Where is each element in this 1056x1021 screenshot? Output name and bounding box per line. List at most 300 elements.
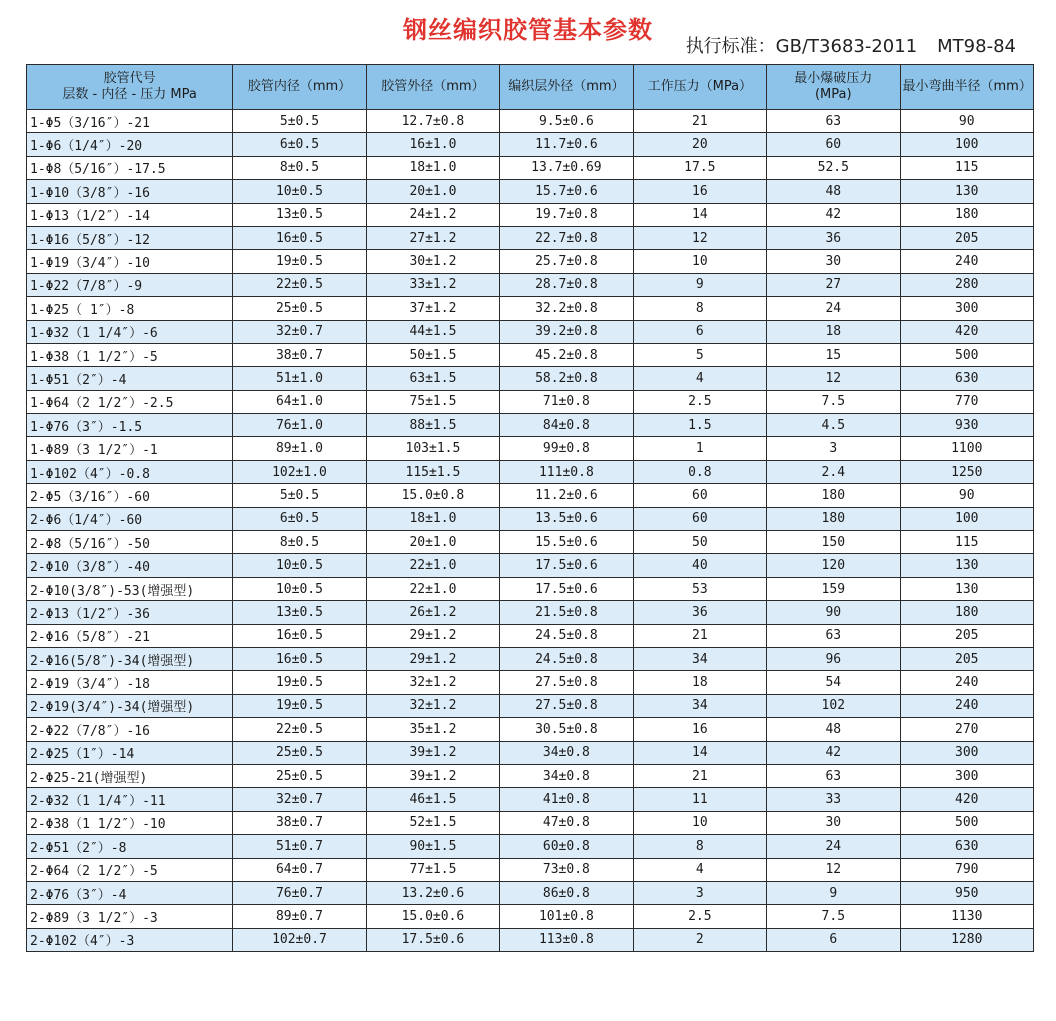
outer-diameter-cell: 75±1.5 bbox=[366, 390, 499, 413]
working-pressure-cell: 5 bbox=[633, 343, 766, 366]
working-pressure-cell: 40 bbox=[633, 554, 766, 577]
hose-code-cell: 2-Φ32（1 1/4″）-11 bbox=[27, 788, 233, 811]
braid-outer-diameter-cell: 25.7±0.8 bbox=[500, 250, 633, 273]
header-subline: 层数 - 内径 - 压力 MPa bbox=[62, 87, 197, 102]
table-row bbox=[27, 484, 1034, 507]
braid-outer-diameter-cell: 27.5±0.8 bbox=[500, 671, 633, 694]
burst-pressure-cell: 63 bbox=[767, 764, 900, 787]
hose-code-cell: 1-Φ5（3/16″）-21 bbox=[27, 110, 233, 133]
bend-radius-cell: 300 bbox=[900, 764, 1033, 787]
table-row bbox=[27, 741, 1034, 764]
outer-diameter-cell: 63±1.5 bbox=[366, 367, 499, 390]
hose-code-cell: 2-Φ10（3/8″）-40 bbox=[27, 554, 233, 577]
inner-diameter-cell: 38±0.7 bbox=[233, 811, 366, 834]
burst-pressure-cell: 12 bbox=[767, 858, 900, 881]
hose-code-cell: 1-Φ76（3″）-1.5 bbox=[27, 414, 233, 437]
working-pressure-cell: 60 bbox=[633, 507, 766, 530]
inner-diameter-cell: 64±1.0 bbox=[233, 390, 366, 413]
inner-diameter-cell: 102±0.7 bbox=[233, 928, 366, 951]
bend-radius-cell: 930 bbox=[900, 414, 1033, 437]
outer-diameter-cell: 32±1.2 bbox=[366, 671, 499, 694]
burst-pressure-cell: 2.4 bbox=[767, 460, 900, 483]
burst-pressure-cell: 48 bbox=[767, 180, 900, 203]
bend-radius-cell: 130 bbox=[900, 577, 1033, 600]
table-row bbox=[27, 437, 1034, 460]
bend-radius-cell: 300 bbox=[900, 741, 1033, 764]
working-pressure-cell: 14 bbox=[633, 203, 766, 226]
inner-diameter-cell: 64±0.7 bbox=[233, 858, 366, 881]
hose-code-cell: 2-Φ19（3/4″）-18 bbox=[27, 671, 233, 694]
braid-outer-diameter-cell: 86±0.8 bbox=[500, 881, 633, 904]
hose-code-cell: 2-Φ6（1/4″）-60 bbox=[27, 507, 233, 530]
burst-pressure-cell: 4.5 bbox=[767, 414, 900, 437]
bend-radius-cell: 180 bbox=[900, 203, 1033, 226]
header-outer-diameter bbox=[366, 65, 499, 110]
burst-pressure-cell: 102 bbox=[767, 694, 900, 717]
working-pressure-cell: 16 bbox=[633, 718, 766, 741]
working-pressure-cell: 3 bbox=[633, 881, 766, 904]
table-row bbox=[27, 858, 1034, 881]
inner-diameter-cell: 25±0.5 bbox=[233, 297, 366, 320]
bend-radius-cell: 240 bbox=[900, 250, 1033, 273]
table-header bbox=[27, 65, 1034, 110]
hose-code-cell: 1-Φ38（1 1/2″）-5 bbox=[27, 343, 233, 366]
hose-code-cell: 2-Φ5（3/16″）-60 bbox=[27, 484, 233, 507]
bend-radius-cell: 1280 bbox=[900, 928, 1033, 951]
hose-code-cell: 2-Φ25-21(增强型) bbox=[27, 764, 233, 787]
braid-outer-diameter-cell: 9.5±0.6 bbox=[500, 110, 633, 133]
outer-diameter-cell: 30±1.2 bbox=[366, 250, 499, 273]
braid-outer-diameter-cell: 24.5±0.8 bbox=[500, 624, 633, 647]
braid-outer-diameter-cell: 45.2±0.8 bbox=[500, 343, 633, 366]
burst-pressure-cell: 7.5 bbox=[767, 390, 900, 413]
working-pressure-cell: 34 bbox=[633, 647, 766, 670]
inner-diameter-cell: 89±0.7 bbox=[233, 905, 366, 928]
table-row bbox=[27, 881, 1034, 904]
bend-radius-cell: 790 bbox=[900, 858, 1033, 881]
bend-radius-cell: 240 bbox=[900, 671, 1033, 694]
table-row bbox=[27, 905, 1034, 928]
braid-outer-diameter-cell: 22.7±0.8 bbox=[500, 226, 633, 249]
working-pressure-cell: 1.5 bbox=[633, 414, 766, 437]
header-line: 编织层外径（mm） bbox=[508, 79, 625, 94]
inner-diameter-cell: 10±0.5 bbox=[233, 180, 366, 203]
hose-code-cell: 1-Φ6（1/4″）-20 bbox=[27, 133, 233, 156]
standard-info bbox=[666, 32, 1016, 58]
table-row bbox=[27, 554, 1034, 577]
outer-diameter-cell: 18±1.0 bbox=[366, 507, 499, 530]
outer-diameter-cell: 103±1.5 bbox=[366, 437, 499, 460]
working-pressure-cell: 34 bbox=[633, 694, 766, 717]
table-row bbox=[27, 718, 1034, 741]
hose-code-cell: 2-Φ51（2″）-8 bbox=[27, 835, 233, 858]
table-body bbox=[27, 110, 1034, 952]
header-subline: (MPa) bbox=[814, 87, 852, 102]
braid-outer-diameter-cell: 15.7±0.6 bbox=[500, 180, 633, 203]
bend-radius-cell: 420 bbox=[900, 320, 1033, 343]
burst-pressure-cell: 30 bbox=[767, 250, 900, 273]
braid-outer-diameter-cell: 21.5±0.8 bbox=[500, 601, 633, 624]
outer-diameter-cell: 35±1.2 bbox=[366, 718, 499, 741]
outer-diameter-cell: 15.0±0.8 bbox=[366, 484, 499, 507]
braid-outer-diameter-cell: 39.2±0.8 bbox=[500, 320, 633, 343]
header-row bbox=[27, 65, 1034, 110]
table-row bbox=[27, 647, 1034, 670]
braid-outer-diameter-cell: 13.5±0.6 bbox=[500, 507, 633, 530]
outer-diameter-cell: 50±1.5 bbox=[366, 343, 499, 366]
working-pressure-cell: 21 bbox=[633, 624, 766, 647]
table-row bbox=[27, 460, 1034, 483]
table-row bbox=[27, 110, 1034, 133]
outer-diameter-cell: 88±1.5 bbox=[366, 414, 499, 437]
burst-pressure-cell: 24 bbox=[767, 835, 900, 858]
burst-pressure-cell: 42 bbox=[767, 741, 900, 764]
working-pressure-cell: 60 bbox=[633, 484, 766, 507]
hose-code-cell: 1-Φ19（3/4″）-10 bbox=[27, 250, 233, 273]
bend-radius-cell: 130 bbox=[900, 180, 1033, 203]
braid-outer-diameter-cell: 15.5±0.6 bbox=[500, 531, 633, 554]
inner-diameter-cell: 16±0.5 bbox=[233, 226, 366, 249]
outer-diameter-cell: 29±1.2 bbox=[366, 647, 499, 670]
braid-outer-diameter-cell: 34±0.8 bbox=[500, 741, 633, 764]
working-pressure-cell: 10 bbox=[633, 811, 766, 834]
table-row bbox=[27, 250, 1034, 273]
braid-outer-diameter-cell: 73±0.8 bbox=[500, 858, 633, 881]
table-row bbox=[27, 226, 1034, 249]
burst-pressure-cell: 48 bbox=[767, 718, 900, 741]
inner-diameter-cell: 32±0.7 bbox=[233, 320, 366, 343]
bend-radius-cell: 1250 bbox=[900, 460, 1033, 483]
table-row bbox=[27, 928, 1034, 951]
inner-diameter-cell: 38±0.7 bbox=[233, 343, 366, 366]
braid-outer-diameter-cell: 47±0.8 bbox=[500, 811, 633, 834]
header-working-pressure bbox=[633, 65, 766, 110]
bend-radius-cell: 1100 bbox=[900, 437, 1033, 460]
hose-code-cell: 2-Φ19(3/4″)-34(增强型) bbox=[27, 694, 233, 717]
braid-outer-diameter-cell: 24.5±0.8 bbox=[500, 647, 633, 670]
working-pressure-cell: 4 bbox=[633, 858, 766, 881]
header-burst-pressure bbox=[767, 65, 900, 110]
outer-diameter-cell: 13.2±0.6 bbox=[366, 881, 499, 904]
header-line: 胶管代号 bbox=[103, 71, 156, 86]
working-pressure-cell: 17.5 bbox=[633, 156, 766, 179]
working-pressure-cell: 8 bbox=[633, 297, 766, 320]
inner-diameter-cell: 102±1.0 bbox=[233, 460, 366, 483]
working-pressure-cell: 18 bbox=[633, 671, 766, 694]
bend-radius-cell: 205 bbox=[900, 226, 1033, 249]
braid-outer-diameter-cell: 71±0.8 bbox=[500, 390, 633, 413]
table-row bbox=[27, 531, 1034, 554]
bend-radius-cell: 205 bbox=[900, 647, 1033, 670]
working-pressure-cell: 4 bbox=[633, 367, 766, 390]
outer-diameter-cell: 52±1.5 bbox=[366, 811, 499, 834]
header-line: 胶管外径（mm） bbox=[381, 79, 485, 94]
inner-diameter-cell: 76±1.0 bbox=[233, 414, 366, 437]
outer-diameter-cell: 32±1.2 bbox=[366, 694, 499, 717]
inner-diameter-cell: 51±0.7 bbox=[233, 835, 366, 858]
hose-code-cell: 2-Φ38（1 1/2″）-10 bbox=[27, 811, 233, 834]
bend-radius-cell: 770 bbox=[900, 390, 1033, 413]
braid-outer-diameter-cell: 17.5±0.6 bbox=[500, 577, 633, 600]
bend-radius-cell: 500 bbox=[900, 343, 1033, 366]
table-row bbox=[27, 320, 1034, 343]
hose-code-cell: 1-Φ89（3 1/2″）-1 bbox=[27, 437, 233, 460]
braid-outer-diameter-cell: 17.5±0.6 bbox=[500, 554, 633, 577]
burst-pressure-cell: 36 bbox=[767, 226, 900, 249]
table-row bbox=[27, 694, 1034, 717]
hose-code-cell: 2-Φ8（5/16″）-50 bbox=[27, 531, 233, 554]
inner-diameter-cell: 89±1.0 bbox=[233, 437, 366, 460]
inner-diameter-cell: 25±0.5 bbox=[233, 764, 366, 787]
header-line: 最小弯曲半径（mm） bbox=[902, 79, 1032, 94]
inner-diameter-cell: 6±0.5 bbox=[233, 133, 366, 156]
outer-diameter-cell: 17.5±0.6 bbox=[366, 928, 499, 951]
braid-outer-diameter-cell: 30.5±0.8 bbox=[500, 718, 633, 741]
burst-pressure-cell: 180 bbox=[767, 507, 900, 530]
hose-code-cell: 2-Φ10(3/8″)-53(增强型) bbox=[27, 577, 233, 600]
hose-code-cell: 2-Φ16（5/8″）-21 bbox=[27, 624, 233, 647]
burst-pressure-cell: 27 bbox=[767, 273, 900, 296]
outer-diameter-cell: 90±1.5 bbox=[366, 835, 499, 858]
inner-diameter-cell: 19±0.5 bbox=[233, 250, 366, 273]
braid-outer-diameter-cell: 27.5±0.8 bbox=[500, 694, 633, 717]
inner-diameter-cell: 5±0.5 bbox=[233, 110, 366, 133]
working-pressure-cell: 2.5 bbox=[633, 905, 766, 928]
inner-diameter-cell: 22±0.5 bbox=[233, 718, 366, 741]
burst-pressure-cell: 42 bbox=[767, 203, 900, 226]
bend-radius-cell: 100 bbox=[900, 133, 1033, 156]
hose-code-cell: 1-Φ32（1 1/4″）-6 bbox=[27, 320, 233, 343]
inner-diameter-cell: 6±0.5 bbox=[233, 507, 366, 530]
bend-radius-cell: 500 bbox=[900, 811, 1033, 834]
burst-pressure-cell: 7.5 bbox=[767, 905, 900, 928]
working-pressure-cell: 21 bbox=[633, 110, 766, 133]
table-row bbox=[27, 343, 1034, 366]
braid-outer-diameter-cell: 101±0.8 bbox=[500, 905, 633, 928]
burst-pressure-cell: 120 bbox=[767, 554, 900, 577]
outer-diameter-cell: 29±1.2 bbox=[366, 624, 499, 647]
inner-diameter-cell: 5±0.5 bbox=[233, 484, 366, 507]
burst-pressure-cell: 24 bbox=[767, 297, 900, 320]
hose-code-cell: 2-Φ22（7/8″）-16 bbox=[27, 718, 233, 741]
table-row bbox=[27, 367, 1034, 390]
outer-diameter-cell: 37±1.2 bbox=[366, 297, 499, 320]
hose-code-cell: 2-Φ16(5/8″)-34(增强型) bbox=[27, 647, 233, 670]
working-pressure-cell: 53 bbox=[633, 577, 766, 600]
spec-table bbox=[26, 64, 1034, 952]
header-line: 最小爆破压力 bbox=[794, 71, 873, 86]
table-row bbox=[27, 577, 1034, 600]
bend-radius-cell: 100 bbox=[900, 507, 1033, 530]
outer-diameter-cell: 22±1.0 bbox=[366, 577, 499, 600]
burst-pressure-cell: 63 bbox=[767, 110, 900, 133]
inner-diameter-cell: 16±0.5 bbox=[233, 624, 366, 647]
bend-radius-cell: 115 bbox=[900, 156, 1033, 179]
header-braid-outer-diameter bbox=[500, 65, 633, 110]
bend-radius-cell: 1130 bbox=[900, 905, 1033, 928]
burst-pressure-cell: 60 bbox=[767, 133, 900, 156]
working-pressure-cell: 2.5 bbox=[633, 390, 766, 413]
table-row bbox=[27, 156, 1034, 179]
header-line: 工作压力（MPa） bbox=[647, 79, 753, 94]
braid-outer-diameter-cell: 19.7±0.8 bbox=[500, 203, 633, 226]
braid-outer-diameter-cell: 41±0.8 bbox=[500, 788, 633, 811]
burst-pressure-cell: 96 bbox=[767, 647, 900, 670]
hose-code-cell: 1-Φ22（7/8″）-9 bbox=[27, 273, 233, 296]
hose-code-cell: 1-Φ25（ 1″）-8 bbox=[27, 297, 233, 320]
page-title: 钢丝编织胶管基本参数 bbox=[403, 16, 653, 44]
table-row bbox=[27, 624, 1034, 647]
bend-radius-cell: 130 bbox=[900, 554, 1033, 577]
outer-diameter-cell: 22±1.0 bbox=[366, 554, 499, 577]
burst-pressure-cell: 9 bbox=[767, 881, 900, 904]
burst-pressure-cell: 12 bbox=[767, 367, 900, 390]
braid-outer-diameter-cell: 84±0.8 bbox=[500, 414, 633, 437]
braid-outer-diameter-cell: 11.7±0.6 bbox=[500, 133, 633, 156]
burst-pressure-cell: 33 bbox=[767, 788, 900, 811]
working-pressure-cell: 12 bbox=[633, 226, 766, 249]
inner-diameter-cell: 19±0.5 bbox=[233, 671, 366, 694]
hose-code-cell: 1-Φ10（3/8″）-16 bbox=[27, 180, 233, 203]
outer-diameter-cell: 27±1.2 bbox=[366, 226, 499, 249]
bend-radius-cell: 90 bbox=[900, 110, 1033, 133]
inner-diameter-cell: 19±0.5 bbox=[233, 694, 366, 717]
burst-pressure-cell: 54 bbox=[767, 671, 900, 694]
working-pressure-cell: 6 bbox=[633, 320, 766, 343]
working-pressure-cell: 10 bbox=[633, 250, 766, 273]
braid-outer-diameter-cell: 32.2±0.8 bbox=[500, 297, 633, 320]
outer-diameter-cell: 46±1.5 bbox=[366, 788, 499, 811]
outer-diameter-cell: 16±1.0 bbox=[366, 133, 499, 156]
table-row bbox=[27, 390, 1034, 413]
braid-outer-diameter-cell: 28.7±0.8 bbox=[500, 273, 633, 296]
working-pressure-cell: 11 bbox=[633, 788, 766, 811]
burst-pressure-cell: 30 bbox=[767, 811, 900, 834]
working-pressure-cell: 50 bbox=[633, 531, 766, 554]
burst-pressure-cell: 15 bbox=[767, 343, 900, 366]
braid-outer-diameter-cell: 58.2±0.8 bbox=[500, 367, 633, 390]
braid-outer-diameter-cell: 113±0.8 bbox=[500, 928, 633, 951]
burst-pressure-cell: 150 bbox=[767, 531, 900, 554]
braid-outer-diameter-cell: 99±0.8 bbox=[500, 437, 633, 460]
working-pressure-cell: 0.8 bbox=[633, 460, 766, 483]
braid-outer-diameter-cell: 60±0.8 bbox=[500, 835, 633, 858]
bend-radius-cell: 205 bbox=[900, 624, 1033, 647]
burst-pressure-cell: 3 bbox=[767, 437, 900, 460]
outer-diameter-cell: 39±1.2 bbox=[366, 741, 499, 764]
table-row bbox=[27, 835, 1034, 858]
burst-pressure-cell: 180 bbox=[767, 484, 900, 507]
inner-diameter-cell: 13±0.5 bbox=[233, 601, 366, 624]
table-row bbox=[27, 507, 1034, 530]
inner-diameter-cell: 16±0.5 bbox=[233, 647, 366, 670]
table-row bbox=[27, 764, 1034, 787]
outer-diameter-cell: 18±1.0 bbox=[366, 156, 499, 179]
working-pressure-cell: 14 bbox=[633, 741, 766, 764]
hose-code-cell: 2-Φ13（1/2″）-36 bbox=[27, 601, 233, 624]
bend-radius-cell: 300 bbox=[900, 297, 1033, 320]
standard-extra: MT98-84 bbox=[937, 36, 1016, 57]
bend-radius-cell: 280 bbox=[900, 273, 1033, 296]
outer-diameter-cell: 15.0±0.6 bbox=[366, 905, 499, 928]
working-pressure-cell: 8 bbox=[633, 835, 766, 858]
inner-diameter-cell: 32±0.7 bbox=[233, 788, 366, 811]
bend-radius-cell: 115 bbox=[900, 531, 1033, 554]
table-row bbox=[27, 203, 1034, 226]
header-line: 胶管内径（mm） bbox=[247, 79, 352, 94]
hose-code-cell: 1-Φ102（4″）-0.8 bbox=[27, 460, 233, 483]
outer-diameter-cell: 77±1.5 bbox=[366, 858, 499, 881]
bend-radius-cell: 950 bbox=[900, 881, 1033, 904]
header-hose-code bbox=[27, 65, 233, 110]
hose-code-cell: 2-Φ102（4″）-3 bbox=[27, 928, 233, 951]
bend-radius-cell: 240 bbox=[900, 694, 1033, 717]
hose-code-cell: 1-Φ51（2″）-4 bbox=[27, 367, 233, 390]
working-pressure-cell: 2 bbox=[633, 928, 766, 951]
hose-code-cell: 2-Φ89（3 1/2″）-3 bbox=[27, 905, 233, 928]
outer-diameter-cell: 20±1.0 bbox=[366, 180, 499, 203]
braid-outer-diameter-cell: 13.7±0.69 bbox=[500, 156, 633, 179]
outer-diameter-cell: 26±1.2 bbox=[366, 601, 499, 624]
bend-radius-cell: 420 bbox=[900, 788, 1033, 811]
braid-outer-diameter-cell: 111±0.8 bbox=[500, 460, 633, 483]
table-row bbox=[27, 671, 1034, 694]
inner-diameter-cell: 76±0.7 bbox=[233, 881, 366, 904]
burst-pressure-cell: 6 bbox=[767, 928, 900, 951]
working-pressure-cell: 16 bbox=[633, 180, 766, 203]
burst-pressure-cell: 63 bbox=[767, 624, 900, 647]
inner-diameter-cell: 13±0.5 bbox=[233, 203, 366, 226]
inner-diameter-cell: 51±1.0 bbox=[233, 367, 366, 390]
outer-diameter-cell: 115±1.5 bbox=[366, 460, 499, 483]
hose-code-cell: 2-Φ25（1″）-14 bbox=[27, 741, 233, 764]
hose-code-cell: 2-Φ64（2 1/2″）-5 bbox=[27, 858, 233, 881]
outer-diameter-cell: 24±1.2 bbox=[366, 203, 499, 226]
hose-code-cell: 1-Φ13（1/2″）-14 bbox=[27, 203, 233, 226]
outer-diameter-cell: 20±1.0 bbox=[366, 531, 499, 554]
bend-radius-cell: 90 bbox=[900, 484, 1033, 507]
bend-radius-cell: 630 bbox=[900, 835, 1033, 858]
bend-radius-cell: 180 bbox=[900, 601, 1033, 624]
working-pressure-cell: 21 bbox=[633, 764, 766, 787]
hose-code-cell: 1-Φ16（5/8″）-12 bbox=[27, 226, 233, 249]
header-bend-radius bbox=[900, 65, 1033, 110]
hose-code-cell: 1-Φ64（2 1/2″）-2.5 bbox=[27, 390, 233, 413]
table-row bbox=[27, 414, 1034, 437]
header-inner-diameter bbox=[233, 65, 366, 110]
standard-label: 执行标准：GB/T3683-2011 bbox=[685, 36, 918, 57]
hose-code-cell: 1-Φ8（5/16″）-17.5 bbox=[27, 156, 233, 179]
bend-radius-cell: 270 bbox=[900, 718, 1033, 741]
inner-diameter-cell: 25±0.5 bbox=[233, 741, 366, 764]
outer-diameter-cell: 39±1.2 bbox=[366, 764, 499, 787]
braid-outer-diameter-cell: 34±0.8 bbox=[500, 764, 633, 787]
burst-pressure-cell: 18 bbox=[767, 320, 900, 343]
table-row bbox=[27, 133, 1034, 156]
outer-diameter-cell: 33±1.2 bbox=[366, 273, 499, 296]
bend-radius-cell: 630 bbox=[900, 367, 1033, 390]
hose-code-cell: 2-Φ76（3″）-4 bbox=[27, 881, 233, 904]
table-row bbox=[27, 788, 1034, 811]
braid-outer-diameter-cell: 11.2±0.6 bbox=[500, 484, 633, 507]
outer-diameter-cell: 12.7±0.8 bbox=[366, 110, 499, 133]
table-row bbox=[27, 273, 1034, 296]
table-row bbox=[27, 811, 1034, 834]
burst-pressure-cell: 90 bbox=[767, 601, 900, 624]
burst-pressure-cell: 52.5 bbox=[767, 156, 900, 179]
working-pressure-cell: 9 bbox=[633, 273, 766, 296]
table-row bbox=[27, 601, 1034, 624]
